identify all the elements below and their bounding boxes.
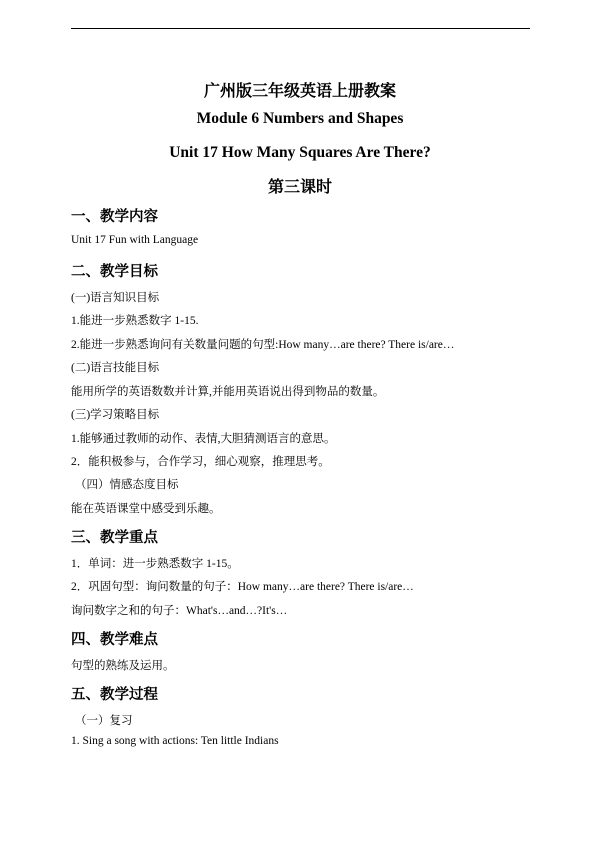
- section-heading-teaching-content: 一、教学内容: [71, 209, 158, 225]
- section-line: 2．巩固句型：询问数量的句子：How many…are there? There is/are…: [71, 581, 414, 593]
- section-line: 1．单词：进一步熟悉数字 1-15。: [71, 558, 239, 570]
- section-heading-key-points: 三、教学重点: [71, 530, 158, 546]
- section-line: 1.能够通过教师的动作、表情,大胆猜测语言的意思。: [71, 433, 336, 445]
- lesson-title: 第三课时: [267, 179, 332, 196]
- section-heading-teaching-objectives: 二、教学目标: [71, 264, 158, 280]
- section-line: 能用所学的英语数数并计算,并能用英语说出得到物品的数量。: [71, 386, 385, 398]
- section-line: 1. Sing a song with actions: Ten little Indians: [71, 735, 279, 747]
- header-rule: [71, 28, 530, 29]
- section-line: (一)语言知识目标: [71, 292, 160, 304]
- section-line: (三)学习策略目标: [71, 409, 160, 421]
- section-line: 句型的熟练及运用。: [71, 660, 175, 672]
- section-heading-difficult-points: 四、教学难点: [71, 632, 158, 648]
- document-title-chinese: 广州版三年级英语上册教案: [203, 83, 396, 100]
- section-line: （四）情感态度目标: [75, 479, 179, 491]
- section-line: （一）复习: [75, 715, 133, 727]
- section-heading-teaching-process: 五、教学过程: [71, 687, 158, 703]
- section-line: 能在英语课堂中感受到乐趣。: [71, 503, 221, 515]
- section-line: 2．能积极参与，合作学习，细心观察，推理思考。: [71, 456, 330, 468]
- module-title: Module 6 Numbers and Shapes: [196, 110, 404, 127]
- section-line: 1.能进一步熟悉数字 1-15.: [71, 315, 199, 327]
- unit-title: Unit 17 How Many Squares Are There?: [169, 144, 431, 161]
- section-line: 2.能进一步熟悉询问有关数量问题的句型:How many…are there? There is/are…: [71, 339, 455, 351]
- section-line: (二)语言技能目标: [71, 362, 160, 374]
- section-line: 询问数字之和的句子：What's…and…?It's…: [71, 605, 288, 617]
- section-line: Unit 17 Fun with Language: [71, 234, 199, 246]
